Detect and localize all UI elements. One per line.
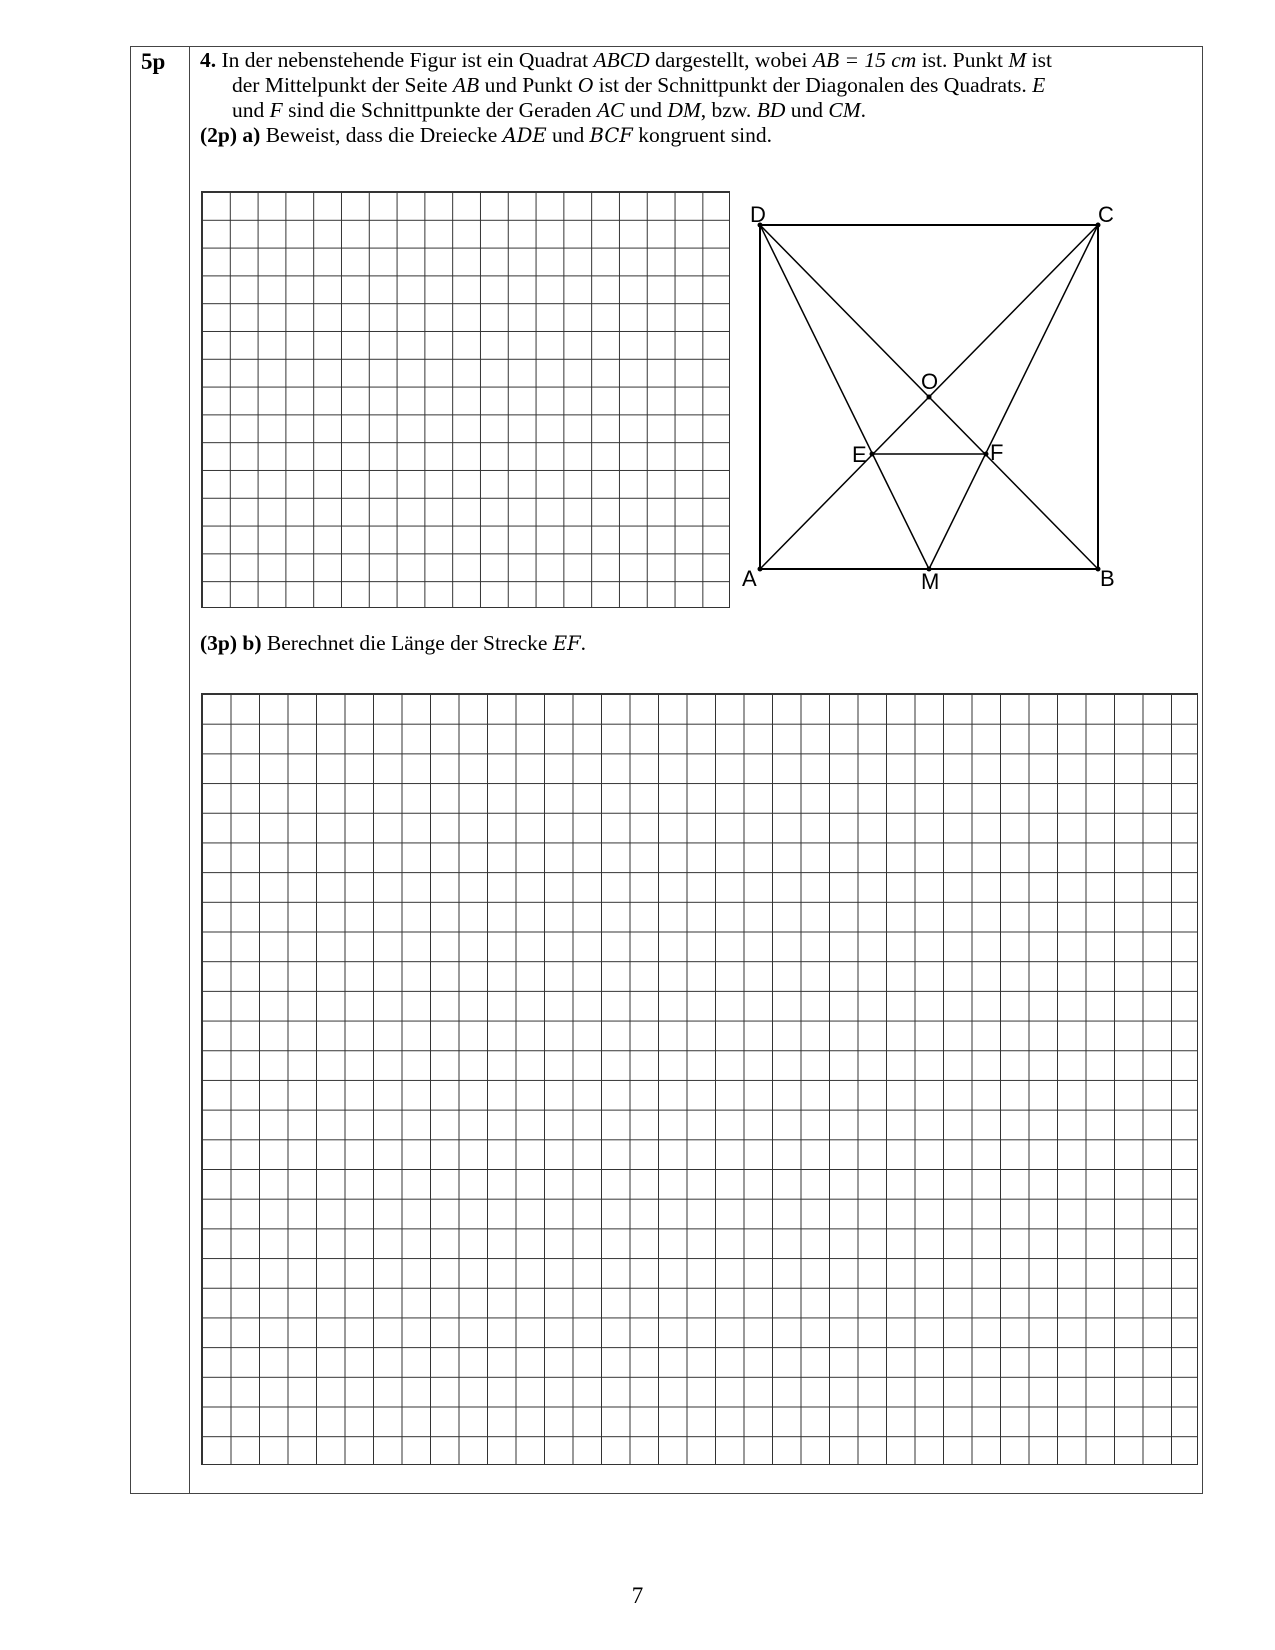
point-e <box>870 452 875 457</box>
problem-number: 4. <box>200 48 217 72</box>
point-f <box>984 452 989 457</box>
label-o: O <box>921 369 939 394</box>
square-figure <box>740 195 1150 610</box>
points-column: 5p <box>141 49 166 74</box>
answer-grid-b[interactable] <box>201 693 1198 1465</box>
problem-line-3: und F sind die Schnittpunkte der Geraden AC und DM, bzw. BD und CM. <box>232 98 866 122</box>
label-d: D <box>750 202 766 227</box>
segment-dm <box>760 225 929 569</box>
point-a <box>758 567 763 572</box>
label-b: B <box>1100 566 1115 591</box>
label-e: E <box>852 442 867 467</box>
label-c: C <box>1098 202 1114 227</box>
page-number: 7 <box>631 1583 644 1608</box>
column-divider <box>189 46 190 1494</box>
part-b-question: (3p) b) Berechnet die Länge der Strecke EF. <box>200 631 586 655</box>
label-m: M <box>921 569 940 594</box>
label-f: F <box>990 440 1004 465</box>
segment-cm <box>929 225 1098 569</box>
label-a: A <box>742 566 757 591</box>
problem-statement <box>200 48 1195 148</box>
problem-line-2: der Mittelpunkt der Seite AB und Punkt O ist der Schnittpunkt der Diagonalen des Quadrats. E <box>232 73 1046 97</box>
problem-line-1: 4. In der nebenstehende Figur ist ein Quadrat ABCD dargestellt, wobei AB = 15 cm ist. Punkt M ist <box>200 48 1052 72</box>
point-o <box>927 395 932 400</box>
answer-grid-a[interactable] <box>201 191 730 608</box>
part-a-question: (2p) a) Beweist, dass die Dreiecke ADE und BCF kongruent sind. <box>200 123 772 147</box>
